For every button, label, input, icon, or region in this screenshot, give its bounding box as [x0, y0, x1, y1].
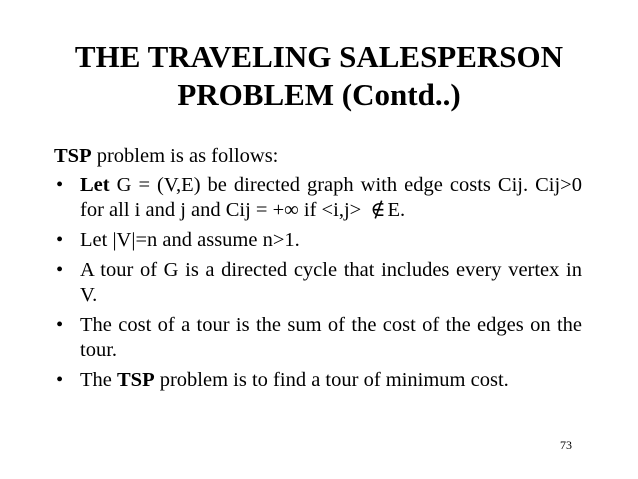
bullet-item-5 [54, 368, 582, 393]
title-line-1: THE TRAVELING SALESPERSON [74, 39, 564, 74]
intro-line [54, 144, 582, 169]
bullet-2-text: Let |V|=n and assume n>1. [80, 229, 300, 251]
bullet-dot-icon: • [56, 314, 64, 336]
bullet-dot-icon: • [56, 174, 64, 196]
title-line-2: PROBLEM (Contd..) [177, 77, 461, 112]
bullet-item-4 [54, 313, 582, 363]
bullet-item-2 [54, 228, 582, 253]
bullet-5-pre: The [80, 369, 117, 391]
bullet-item-3 [54, 258, 582, 308]
bullet-dot-icon: • [56, 229, 64, 251]
slide-body [54, 144, 582, 398]
bullet-dot-icon: • [56, 369, 64, 391]
bullet-5-bold: TSP [117, 369, 155, 391]
bullet-dot-icon: • [56, 259, 64, 281]
not-element-of-icon: ∉ [370, 199, 386, 221]
page-number: 73 [560, 438, 572, 452]
slide-title [0, 38, 638, 114]
intro-text: problem is as follows: [91, 145, 279, 167]
bullet-1-bold: Let [80, 174, 110, 196]
bullet-5-post: problem is to find a tour of minimum cost. [154, 369, 509, 391]
bullet-4-text: The cost of a tour is the sum of the cost of the edges on the tour. [80, 314, 582, 361]
bullet-1-tail: E. [387, 199, 406, 221]
bullet-item-1 [54, 173, 582, 223]
bullet-1-text: G = (V,E) be directed graph with edge costs Cij. Cij>0 for all i and j and Cij = +∞ if <i,j> [80, 174, 582, 221]
intro-term: TSP [54, 145, 92, 167]
bullet-3-text: A tour of G is a directed cycle that includes every vertex in V. [80, 259, 582, 306]
